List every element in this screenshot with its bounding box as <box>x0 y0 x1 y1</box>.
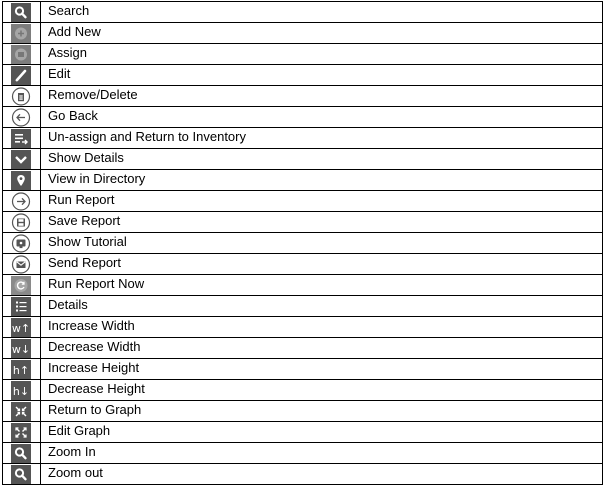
table-row <box>3 233 603 254</box>
chevron-down-icon <box>11 150 31 169</box>
floppy-disk-icon <box>11 213 31 232</box>
envelope-icon <box>11 255 31 274</box>
table-row <box>3 44 603 65</box>
table-row <box>3 254 603 275</box>
svg-text:h↑: h↑ <box>12 364 30 377</box>
list-item-label: Assign <box>41 44 603 65</box>
list-item-label: Zoom out <box>41 464 603 485</box>
height-decrease-icon <box>11 381 31 400</box>
table-row <box>3 128 603 149</box>
list-item-label: Increase Height <box>41 359 603 380</box>
list-item-label: View in Directory <box>41 170 603 191</box>
tutorial-icon <box>11 234 31 253</box>
collapse-icon <box>11 402 31 421</box>
list-item-label: Decrease Width <box>41 338 603 359</box>
table-row <box>3 464 603 485</box>
list-item-label: Run Report <box>41 191 603 212</box>
svg-text:w↑: w↑ <box>11 322 31 335</box>
table-row <box>3 380 603 401</box>
table-row <box>3 170 603 191</box>
list-item-label: Decrease Height <box>41 380 603 401</box>
list-item-label: Details <box>41 296 603 317</box>
zoom-in-icon <box>11 444 31 463</box>
table-row <box>3 23 603 44</box>
table-row <box>3 443 603 464</box>
table-row <box>3 296 603 317</box>
width-decrease-icon <box>11 339 31 358</box>
svg-text:w↓: w↓ <box>11 343 31 356</box>
table-row <box>3 275 603 296</box>
list-item-label: Un-assign and Return to Inventory <box>41 128 603 149</box>
expand-icon <box>11 423 31 442</box>
list-item-label: Edit Graph <box>41 422 603 443</box>
list-item-label: Show Tutorial <box>41 233 603 254</box>
table-row <box>3 338 603 359</box>
height-increase-icon <box>11 360 31 379</box>
list-item-label: Edit <box>41 65 603 86</box>
list-item-label: Search <box>41 2 603 23</box>
list-icon <box>11 297 31 316</box>
icon-legend-table <box>2 1 603 485</box>
list-item-label: Send Report <box>41 254 603 275</box>
back-arrow-icon <box>11 108 31 127</box>
table-row <box>3 86 603 107</box>
table-row <box>3 149 603 170</box>
list-item-label: Show Details <box>41 149 603 170</box>
list-item-label: Go Back <box>41 107 603 128</box>
table-row <box>3 422 603 443</box>
table-row <box>3 107 603 128</box>
table-row <box>3 317 603 338</box>
pencil-icon <box>11 66 31 85</box>
table-row <box>3 65 603 86</box>
trash-icon <box>11 87 31 106</box>
table-row <box>3 212 603 233</box>
list-item-label: Add New <box>41 23 603 44</box>
list-item-label: Save Report <box>41 212 603 233</box>
width-increase-icon <box>11 318 31 337</box>
list-item-label: Increase Width <box>41 317 603 338</box>
forward-arrow-icon <box>11 192 31 211</box>
add-new-icon <box>11 24 31 43</box>
list-item-label: Run Report Now <box>41 275 603 296</box>
table-row <box>3 2 603 23</box>
table-row <box>3 359 603 380</box>
map-pin-icon <box>11 171 31 190</box>
search-icon <box>11 3 31 22</box>
unassign-return-icon <box>11 129 31 148</box>
table-row <box>3 401 603 422</box>
refresh-icon <box>11 276 31 295</box>
list-item-label: Zoom In <box>41 443 603 464</box>
assign-icon <box>11 45 31 64</box>
list-item-label: Return to Graph <box>41 401 603 422</box>
zoom-out-icon <box>11 465 31 484</box>
list-item-label: Remove/Delete <box>41 86 603 107</box>
svg-text:h↓: h↓ <box>12 385 30 398</box>
table-row <box>3 191 603 212</box>
